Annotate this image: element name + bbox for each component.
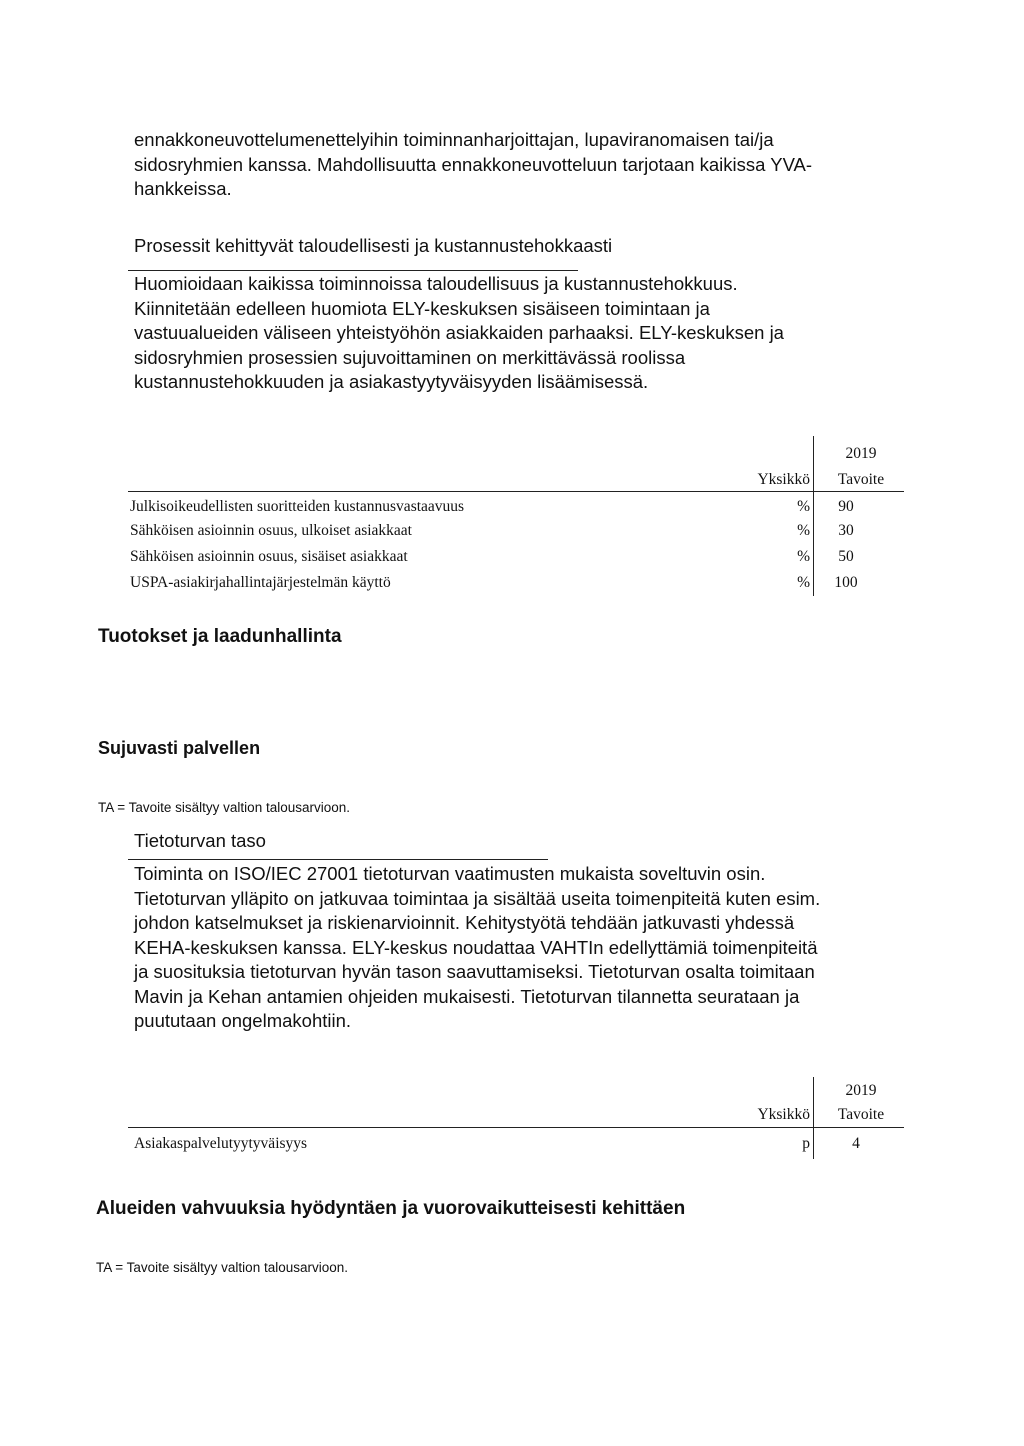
unit-header: Yksikkö	[757, 471, 810, 488]
body-line: KEHA-keskuksen kanssa. ELY-keskus noudattaa VAHTIn edellyttämiä toimenpiteitä	[134, 936, 818, 958]
body-line: Huomioidaan kaikissa toiminnoissa taloudellisuus ja kustannustehokkuus.	[134, 273, 738, 294]
heading-regions: Alueiden vahvuuksia hyödyntäen ja vuorovaikutteisesti kehittäen	[96, 1198, 686, 1219]
intro-line: ennakkoneuvottelumenettelyihin toiminnanharjoittajan, lupaviranomaisen tai/ja	[134, 129, 774, 150]
table-row-label: Asiakaspalvelutyytyväisyys	[134, 1135, 308, 1152]
table-row-label: Sähköisen asioinnin osuus, ulkoiset asiakkaat	[130, 522, 412, 539]
unit-header: Yksikkö	[757, 1106, 810, 1123]
body-line: Mavin ja Kehan antamien ohjeiden mukaisesti. Tietoturvan tilannetta seurataan ja	[134, 985, 800, 1007]
table-row-label: Sähköisen asioinnin osuus, sisäiset asiakkaat	[130, 548, 408, 565]
budget-note: TA = Tavoite sisältyy valtion talousarvioon.	[96, 1260, 349, 1275]
year-header: 2019	[845, 445, 877, 462]
body-line: Toiminta on ISO/IEC 27001 tietoturvan vaatimusten mukaista soveltuvin osin.	[134, 863, 766, 884]
body-line: vastuualueiden väliseen yhteistyöhön asiakkaiden parhaaksi. ELY-keskuksen ja	[134, 322, 784, 343]
budget-note: TA = Tavoite sisältyy valtion talousarvioon.	[98, 800, 351, 815]
body-line: kustannustehokkuuden ja asiakastyytyväisyyden lisäämisessä.	[134, 371, 649, 392]
target-header: Tavoite	[837, 471, 885, 488]
table-row-unit: %	[797, 574, 810, 591]
body-line: johdon katselmukset ja riskienarvioinnit. Kehitystyötä tehdään jatkuvasti yhdessä	[134, 912, 795, 933]
table-row-target: 30	[838, 522, 854, 539]
heading-services: Sujuvasti palvellen	[98, 738, 261, 758]
target-header: Tavoite	[837, 1106, 885, 1123]
table-row-target: 90	[838, 498, 854, 515]
table-row-label: USPA-asiakirjahallintajärjestelmän käyttö	[130, 574, 391, 591]
section-title-processes: Prosessit kehittyvät taloudellisesti ja kustannustehokkaasti	[134, 235, 613, 256]
table-row-unit: p	[802, 1135, 810, 1152]
table-row-unit: %	[797, 548, 810, 565]
intro-line: sidosryhmien kanssa. Mahdollisuutta ennakkoneuvotteluun tarjotaan kaikissa YVA-	[134, 153, 813, 175]
table-row-label: Julkisoikeudellisten suoritteiden kustannusvastaavuus	[130, 498, 465, 515]
table-header-rule	[128, 1127, 904, 1128]
body-line: Kiinnitetään edelleen huomiota ELY-keskuksen sisäiseen toimintaan ja	[134, 297, 710, 319]
heading-outputs: Tuotokset ja laadunhallinta	[98, 626, 342, 647]
body-line: sidosryhmien prosessien sujuvoittaminen on merkittävässä roolissa	[134, 346, 686, 368]
section-title-security: Tietoturvan taso	[134, 830, 266, 851]
table-row-unit: %	[797, 522, 810, 539]
table-row-target: 50	[838, 548, 854, 565]
year-header: 2019	[845, 1082, 877, 1099]
body-line: ja suosituksia tietoturvan hyvän tason saavuttamiseksi. Tietoturvan osalta toimitaan	[134, 961, 815, 982]
body-line: Tietoturvan ylläpito on jatkuvaa toimintaa ja sisältää useita toimenpiteitä kuten esim.	[134, 887, 821, 909]
column-divider	[813, 1077, 814, 1159]
intro-line: hankkeissa.	[134, 178, 232, 199]
body-line: puututaan ongelmakohtiin.	[134, 1010, 352, 1031]
table-row-target: 4	[852, 1135, 860, 1152]
table-row-unit: %	[797, 498, 810, 515]
table-row-target: 100	[834, 574, 858, 591]
